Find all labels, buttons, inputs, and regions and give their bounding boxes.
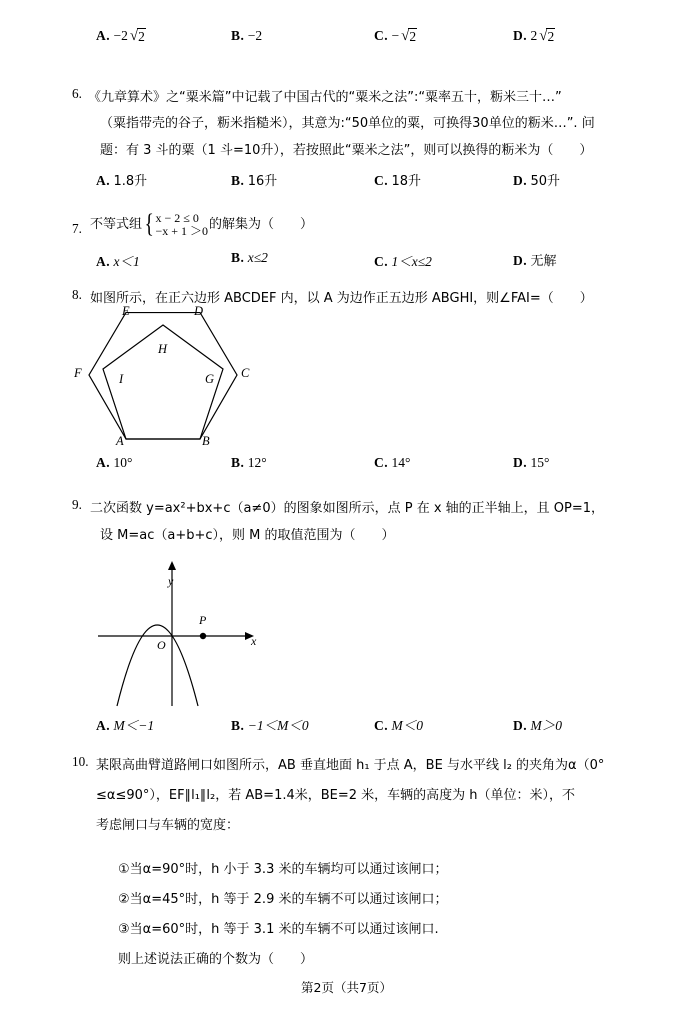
question-10-closing: 则上述说法正确的个数为（ ）: [118, 952, 314, 967]
option-b[interactable]: [231, 714, 309, 734]
option-d-label: D.: [513, 253, 528, 268]
question-9-line-2: 设 M=ac（a+b+c），则 M 的取值范围为（ ）: [100, 528, 395, 543]
option-c-value: 1＜x≤2: [391, 254, 432, 269]
option-a[interactable]: A. −2 √2: [96, 28, 145, 44]
hexagon-pentagon-figure: [74, 304, 282, 457]
question-7-options: [96, 250, 656, 272]
option-c-label: C.: [374, 718, 389, 733]
option-c[interactable]: C. − √2: [374, 28, 417, 44]
question-9-line-1: 二次函数 y=ax²+bx+c（a≠0）的图象如图所示，点 P 在 x 轴的正半轴上，且 OP=1，: [90, 501, 605, 516]
question-9-options: [96, 714, 656, 736]
question-7-stem: [90, 209, 314, 238]
y-axis-arrow: [168, 561, 176, 570]
question-7-number: 7.: [72, 221, 82, 236]
y-axis-label: y: [168, 574, 174, 588]
option-b[interactable]: [231, 455, 267, 471]
option-a-value: M＜−1: [113, 718, 155, 733]
question-6-line-2: （粟指带壳的谷子，粝米指糙米），其意为:“50单位的粟，可换得30单位的粝米…”. 问: [100, 116, 595, 131]
option-d[interactable]: [513, 714, 562, 734]
option-a-label: A.: [96, 718, 111, 733]
option-b-value: 16升: [247, 174, 278, 189]
option-a[interactable]: [96, 714, 154, 734]
option-b-value: 12°: [247, 455, 267, 470]
option-b[interactable]: B. −2: [231, 28, 263, 43]
question-10-item-1: ①当α=90°时，h 小于 3.3 米的车辆均可以通过该闸口；: [118, 862, 448, 877]
question-10-item-3: ③当α=60°时，h 等于 3.1 米的车辆不可以通过该闸口.: [118, 922, 439, 937]
hexagon-shape: [89, 313, 237, 440]
option-b-label: B.: [231, 250, 245, 265]
question-6-line-3: 题：有 3 斗的粟（1 斗=10升），若按照此“粟米之法”，则可以换得的粝米为（ ）: [100, 143, 593, 158]
option-d-value: M＞0: [530, 718, 562, 733]
option-b-label: B.: [231, 173, 245, 188]
option-b[interactable]: [231, 250, 268, 266]
option-c[interactable]: [374, 170, 421, 189]
option-d-value: 50升: [530, 174, 561, 189]
question-7-stem-suffix: 的解集为（ ）: [209, 216, 314, 232]
vertex-label-I: I: [119, 372, 124, 386]
option-d[interactable]: [513, 455, 549, 471]
question-5-options: [96, 28, 656, 50]
option-c-value: 18升: [391, 174, 422, 189]
option-c-label: C.: [374, 455, 389, 470]
vertex-label-D: D: [194, 304, 204, 318]
question-8-line-1: 如图所示，在正六边形 ABCDEF 内，以 A 为边作正五边形 ABGHI，则∠FAI=（ ）: [90, 291, 593, 306]
vertex-label-C: C: [241, 366, 250, 380]
option-a[interactable]: [96, 170, 147, 189]
option-c-label: C.: [374, 173, 389, 188]
vertex-label-H: H: [158, 342, 168, 356]
option-b-value: x≤2: [247, 250, 268, 265]
vertex-label-A: A: [116, 434, 124, 448]
vertex-label-E: E: [122, 304, 130, 318]
hexagon-pentagon-svg: [82, 312, 282, 457]
option-d[interactable]: D. 2 √2: [513, 28, 555, 44]
option-d-value: 15°: [530, 455, 550, 470]
option-a-label: A.: [96, 173, 111, 188]
question-6-options: [96, 170, 656, 192]
option-c-value: M＜0: [391, 718, 423, 733]
question-8-options: [96, 455, 656, 477]
question-10-number: 10.: [72, 754, 89, 769]
x-axis-label: x: [251, 634, 257, 648]
option-b-label: B.: [231, 718, 245, 733]
point-P-label: P: [199, 613, 207, 627]
question-8-number: 8.: [72, 287, 82, 302]
question-9-number: 9.: [72, 497, 82, 512]
question-6-line-1: 《九章算术》之“粟米篇”中记载了中国古代的“粟米之法”:“粟率五十，粝米三十…”: [88, 90, 562, 105]
option-b[interactable]: [231, 170, 277, 189]
option-c[interactable]: [374, 250, 432, 270]
parabola-svg: [95, 558, 270, 708]
vertex-label-G: G: [205, 372, 215, 386]
option-d-value: 无解: [530, 254, 557, 269]
option-d[interactable]: [513, 250, 557, 269]
option-c-label: C.: [374, 254, 389, 269]
vertex-label-F: F: [74, 366, 82, 380]
option-d[interactable]: [513, 170, 560, 189]
option-a[interactable]: [96, 250, 140, 270]
option-c-value: 14°: [391, 455, 411, 470]
inequality-line-2: −x + 1 ＞0: [155, 224, 209, 238]
option-c[interactable]: [374, 455, 410, 471]
option-b-value: −1＜M＜0: [247, 718, 309, 733]
origin-label: O: [157, 638, 166, 652]
page-footer: 第2页（共7页）: [301, 980, 392, 995]
option-c[interactable]: [374, 714, 423, 734]
option-d-label: D.: [513, 173, 528, 188]
option-a-value: 1.8升: [113, 174, 148, 189]
inequality-line-1: x − 2 ≤ 0: [155, 211, 199, 225]
option-a[interactable]: [96, 455, 132, 471]
inequality-system: { x − 2 ≤ 0 −x + 1 ＞0: [144, 209, 209, 238]
option-a-value: 10°: [113, 455, 133, 470]
point-P-marker: [200, 633, 206, 639]
option-d-label: D.: [513, 455, 528, 470]
option-b-label: B.: [231, 455, 245, 470]
question-7-stem-prefix: 不等式组: [90, 216, 143, 232]
question-6-number: 6.: [72, 86, 82, 101]
vertex-label-B: B: [202, 434, 210, 448]
question-10-line-1: 某限高曲臂道路闸口如图所示，AB 垂直地面 h₁ 于点 A，BE 与水平线 l₂ 的夹角为α（0°: [96, 758, 605, 773]
option-d-label: D.: [513, 718, 528, 733]
question-10-line-3: 考虑闸口与车辆的宽度：: [96, 818, 240, 833]
option-a-value: x＜1: [113, 254, 140, 269]
parabola-figure: [95, 558, 270, 708]
option-a-label: A.: [96, 254, 111, 269]
question-10-item-2: ②当α=45°时，h 等于 2.9 米的车辆不可以通过该闸口；: [118, 892, 448, 907]
question-10-line-2: ≤α≤90°），EF∥l₁∥l₂，若 AB=1.4米，BE=2 米，车辆的高度为 h（单位：米），不: [96, 788, 576, 803]
option-a-label: A.: [96, 455, 111, 470]
